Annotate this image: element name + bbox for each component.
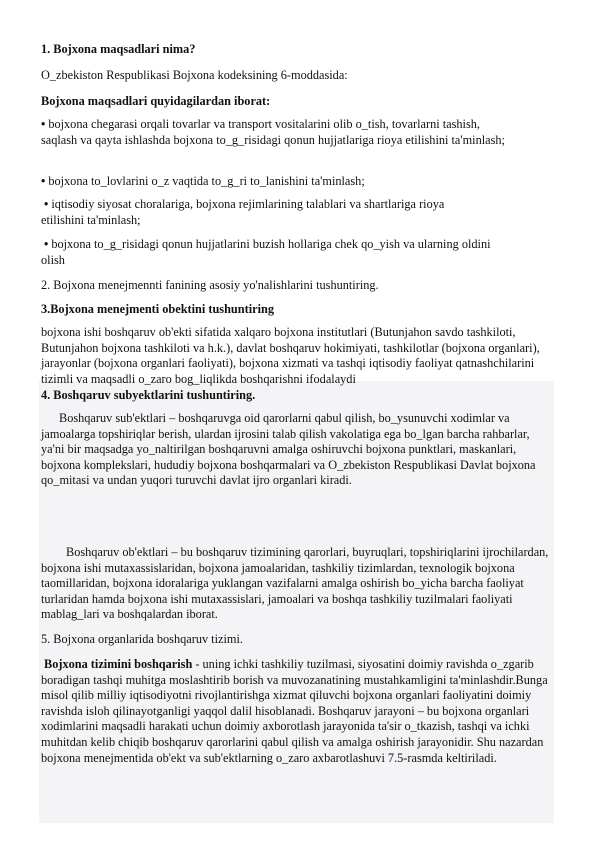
goal-item-3-text: iqtisodiy siyosat choralariga, bojxona rejimlarining talablari va shartlariga rioya etilishini ta'minlash;	[41, 197, 445, 227]
goal-item-1-text: bojxona chegarasi orqali tovarlar va transport vositalarini olib o_tish, tovarlarni tashish, saqlash va qayta ishlashda bojxona to_g_risidagi qonun hujjatlariga rioya etilishini ta'minlash;	[41, 117, 505, 147]
question-5-line: 5. Bojxona organlarida boshqaruv tizimi.	[41, 632, 243, 646]
goal-item-1	[41, 117, 511, 148]
goal-item-3	[41, 197, 481, 228]
bullet-icon: •	[41, 174, 46, 188]
question-3-paragraph: bojxona ishi boshqaruv ob'ekti sifatida xalqaro bojxona institutlari (Butunjahon savdo tashkiloti, Butunjahon bojxona tashkiloti va h.k.), davlat boshqaruv hokimiyati, tashkilotlar (bojxona organlari), jarayonlar (bojxona organlari faoliyati), bojxona xizmati va tashqi iqtisodiy faoliyat qatnashchilarini tizimli va maqsadli o_zaro bog_liqlikda boshqarishni ifodalaydi	[41, 325, 540, 386]
subjects-paragraph: Boshqaruv sub'ektlari – boshqaruvga oid qarorlarni qabul qilish, bo_ysunuvchi xodimlar va jamoalarga topshiriqlar berish, ulardan ijrosini talab qilish vakolatiga ega bo_lgan barcha rahbarlar, ya'ni bir maqsadga yo_naltirilgan boshqaruvni amalga oshiruvchi bojxona punktlari, maskanlari, bojxona komplekslari, hududiy bojxona boshqarmalari va O_zbekiston Respublikasi Davlat bojxona qo_mitasi va undan yuqori turuvchi davlat ijro organlari kiradi.	[41, 411, 536, 488]
goal-item-4-text: bojxona to_g_risidagi qonun hujjatlarini buzish hollariga chek qo_yish va ularning oldini olish	[41, 237, 491, 267]
goal-item-2-text: bojxona to_lovlarini o_z vaqtida to_g_ri to_lanishini ta'minlash;	[48, 174, 365, 188]
question-2-line: 2. Bojxona menejmennti fanining asosiy yo'nalishlarini tushuntiring.	[41, 278, 379, 292]
goal-item-4	[41, 237, 516, 268]
question-1-intro: O_zbekiston Respublikasi Bojxona kodeksining 6-moddasida:	[41, 68, 348, 82]
bullet-icon: •	[44, 237, 49, 251]
question-4-heading: 4. Boshqaruv subyektlarini tushuntiring.	[41, 388, 256, 402]
management-definition: - uning ichki tashkiliy tuzilmasi, siyosatini doimiy ravishda o_zgarib boradigan tashqi muhitga moslashtirib borish va muvozanatining mustahkamligini ta'minlashdir.Bunga misol qilib milliy iqtisodiyotni rivojlantirishga xizmat qiluvchi bojxona organlari faoliyatini doimiy ravishda isloh qilinayotganligi yaqqol dalil hisoblanadi. Boshqaruv jarayoni – bu bojxona organlari xodimlarini maqsadli harakati uchun doimiy axborotlash jarayonida ta'sir o_tkazish, tashqi va ichki muhitdan kelib chiqib boshqaruv qarorlarini qabul qilish va amalga oshirish jarayonidir. Shu nazardan bojxona menejmentida ob'ekt va sub'ektlarning o_zaro axbarotlashuvi 7.5-rasmda keltiriladi.	[41, 657, 548, 765]
goal-item-2	[41, 174, 553, 190]
bullet-icon: •	[41, 117, 46, 131]
question-3-heading: 3.Bojxona menejmenti obektini tushuntiring	[41, 302, 274, 316]
bullet-icon: •	[44, 197, 49, 211]
goals-subheading: Bojxona maqsadlari quyidagilardan iborat:	[41, 94, 271, 108]
management-paragraph	[41, 657, 553, 766]
management-term: Bojxona tizimini boshqarish	[44, 657, 193, 671]
question-1-heading: 1. Bojxona maqsadlari nima?	[41, 42, 196, 56]
objects-paragraph: Boshqaruv ob'ektlari – bu boshqaruv tizimining qarorlari, buyruqlari, topshiriqlarini ijrochilardan, bojxona ishi mutaxassislaridan, bojxona jamoalaridan, tashkiliy tizimlardan, texnologik bojxona taomillaridan, bojxona idoralariga yuklangan vazifalarni amalga oshirish bo_yicha barcha faoliyat turlaridan hamda bojxona ishi mutaxassislari, jamoalari va boshqa tashkiliy tuzilmalari faoliyati mablag_lari va boshqalardan iborat.	[41, 545, 549, 622]
